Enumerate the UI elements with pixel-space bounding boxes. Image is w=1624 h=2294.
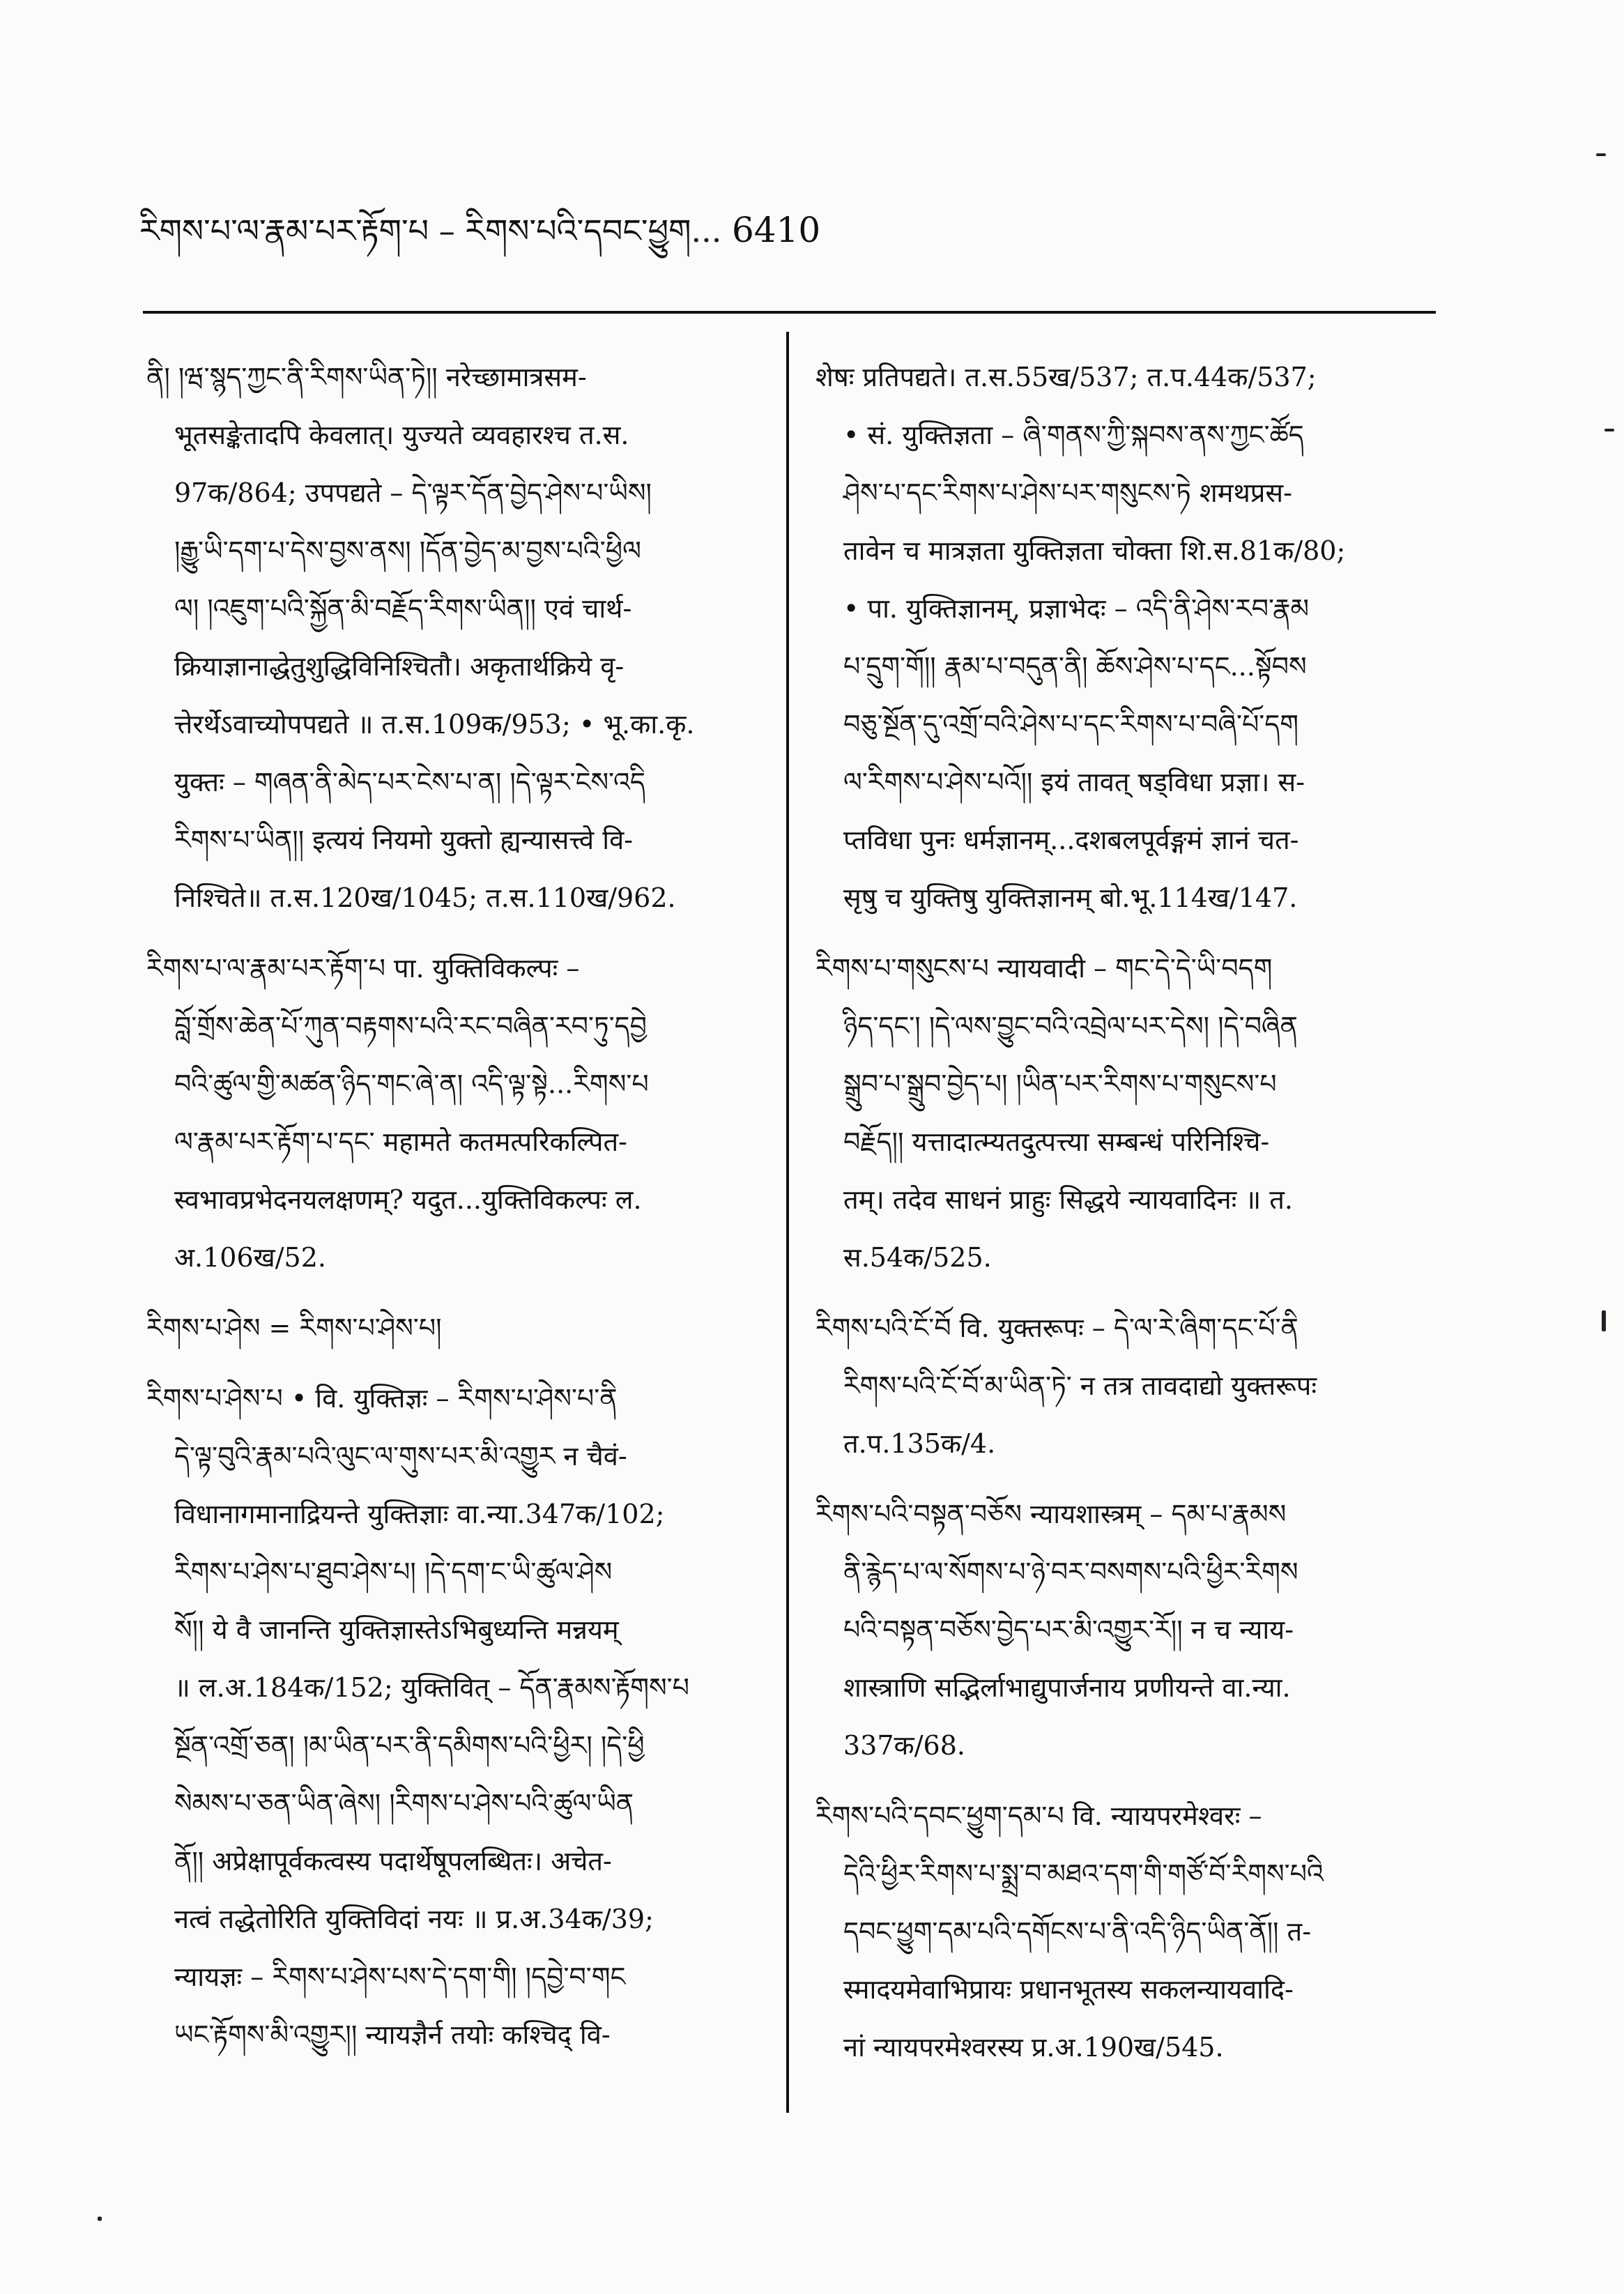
entry-headline: ནི། །ཝ་སྙད་ཀྱང་ནི་རིགས་ཡིན་ཏེ།། नरेच्छामात्रसम- (146, 362, 587, 392)
entry-line: शास्त्राणि सद्भिर्लाभाद्युपार्जनाय प्रणीयन्ते वा.न्या. (843, 1672, 1291, 1703)
entry-line: སྔོན་འགྲོ་ཅན། །མ་ཡིན་པར་ནི་དམིགས་པའི་ཕྱིར། །དེ་ཕྱི (174, 1730, 645, 1761)
entry-line: प्तविधा पुनः धर्मज्ञानम्...दशबलपूर्वङ्गमं ज्ञानं चत- (843, 825, 1299, 855)
entry-line: ལ་རྣམ་པར་རྟོག་པ་དང་ महामते कतमत्परिकल्पित- (174, 1126, 627, 1157)
entry-headline: शेषः प्रतिपद्यते। त.स.55ख/537; त.प.44क/537; (815, 362, 1317, 392)
dictionary-entry (815, 349, 1436, 927)
entry-line: • पा. युक्तिज्ञानम्, प्रज्ञाभेदः – འདི་ནི་ཤེས་རབ་རྣམ (843, 593, 1310, 624)
entry-line: དེའི་ཕྱིར་རིགས་པ་སྨྲ་བ་མཐའ་དག་གི་གཙོ་བོ་རིགས་པའི (843, 1858, 1324, 1889)
column-divider (786, 332, 789, 2113)
entry-line: नत्वं तद्धेतोरिति युक्तिविदां नयः ॥ प्र.अ.34क/39; (174, 1904, 654, 1934)
left-column (146, 349, 763, 2077)
entry-line: 97क/864; उपपद्यते – དེ་ལྟར་དོན་བྱེད་ཤེས་པ་ཡིས། (174, 477, 652, 508)
entry-line: །རྒྱུ་ཡི་དག་པ་དེས་བྱས་ནས། །དོན་བྱེད་མ་བྱས་པའི་ཕྱིལ (174, 535, 641, 566)
entry-line: ཉིད་དང་། །དེ་ལས་བྱུང་བའི་འབྲེལ་པར་དེས། །དེ་བཞིན (843, 1011, 1298, 1041)
running-header (139, 209, 1429, 252)
entry-line: སོ།། ये वै जानन्ति युक्तिज्ञास्तेऽभिबुध्यन्ति मन्नयम् (174, 1614, 619, 1645)
entry-line: त्तेरर्थेऽवाच्योपपद्यते ॥ त.स.109क/953; • भू.का.कृ. (174, 709, 695, 740)
entry-line: དབང་ཕྱུག་དམ་པའི་དགོངས་པ་ནི་འདི་ཉིད་ཡིན་ནོ།། त- (843, 1916, 1312, 1947)
entry-line: ནི་རྙེད་པ་ལ་སོགས་པ་ཉེ་བར་བསགས་པའི་ཕྱིར་རིགས (843, 1557, 1299, 1587)
entry-line: ནོ།། अप्रेक्षापूर्वकत्वस्य पदार्थेषूपलब्धितः। अचेत- (174, 1846, 612, 1876)
entry-line: त.प.135क/4. (843, 1428, 996, 1459)
scan-mark (1602, 1310, 1606, 1331)
scan-mark (1604, 429, 1614, 431)
entry-line: नां न्यायपरमेश्वरस्य प्र.अ.190ख/545. (843, 2032, 1224, 2063)
entry-line: པ་དྲུག་གོ།། རྣམ་པ་བདུན་ནི། ཆོས་ཤེས་པ་དང...སྟོབས (843, 651, 1307, 682)
dictionary-entry (146, 940, 763, 1287)
entry-line: བའི་ཚུལ་གྱི་མཚན་ཉིད་གང་ཞེ་ན། འདི་ལྟ་སྟེ...རིགས་པ (174, 1069, 649, 1099)
dictionary-entry (815, 1787, 1436, 2077)
right-column (815, 349, 1436, 2089)
entry-line: विधानागमानाद्रियन्ते युक्तिज्ञाः वा.न्या.347क/102; (174, 1499, 665, 1529)
header-rule (143, 311, 1436, 314)
dictionary-entry (146, 1299, 763, 1357)
entry-line: क्रियाज्ञानाद्धेतुशुद्धिविनिश्चितौ। अकृतार्थक्रिये वृ- (174, 651, 625, 682)
entry-line: རིགས་པ་ཤེས་པ་ཐུབ་ཤེས་པ། །དེ་དག་ང་ཡི་ཚུལ་ཤེས (174, 1557, 613, 1587)
scan-mark (98, 2217, 102, 2221)
dictionary-entry (146, 349, 763, 927)
entry-line: युक्तः – གཞན་ནི་མེད་པར་ངེས་པ་ན། །དེ་ལྟར་ངེས་འདི (174, 767, 645, 797)
entry-line: སྒྲུབ་པ་སྒྲུབ་བྱེད་པ། །ཡིན་པར་རིགས་པ་གསུངས་པ (843, 1069, 1277, 1099)
dictionary-entry (146, 1370, 763, 2064)
entry-line: स.54क/525. (843, 1242, 992, 1273)
entry-headline: རིགས་པ་ཤེས་པ • वि. युक्तिज्ञः – རིགས་པ་ཤེས་པ་ནི (146, 1383, 618, 1414)
entry-line: स्वभावप्रभेदनयलक्षणम्? यदुत...युक्तिविकल्पः ल. (174, 1184, 642, 1215)
entry-line: ཡང་རྟོགས་མི་འགྱུར།། न्यायज्ञैर्न तयोः कश्चिद् वि- (174, 2019, 611, 2050)
entry-headline: རིགས་པའི་ངོ་བོ वि. युक्तरूपः – དེ་ལ་རེ་ཞིག་དང་པོ་ནི (815, 1313, 1299, 1343)
entry-line: स्मादयमेवाभिप्रायः प्रधानभूतस्य सकलन्यायवादि- (843, 1974, 1294, 2005)
entry-line: ཤེས་པ་དང་རིགས་པ་ཤེས་པར་གསུངས་ཏེ शमथप्रस- (843, 477, 1292, 508)
entry-headline: རིགས་པ་གསུངས་པ न्यायवादी – གང་དེ་དེ་ཡི་བདག (815, 953, 1273, 984)
page-number: 6410 (731, 210, 821, 250)
entry-headline: རིགས་པའི་དབང་ཕྱུག་དམ་པ वि. न्यायपरमेश्वरः – (815, 1800, 1262, 1831)
entry-line: ལ་རིགས་པ་ཤེས་པའོ།། इयं तावत् षड्विधा प्रज्ञा। स- (843, 767, 1305, 797)
entry-line: तावेन च मात्रज्ञता युक्तिज्ञता चोक्ता शि.स.81क/80; (843, 535, 1346, 566)
scan-mark (1596, 153, 1606, 156)
entry-headline: རིགས་པའི་བསྟན་བཅོས न्यायशास्त्रम् – དམ་པ་རྣམས (815, 1499, 1287, 1529)
dictionary-entry (815, 1299, 1436, 1473)
entry-line: तम्। तदेव साधनं प्राहुः सिद्धये न्यायवादिनः ॥ त. (843, 1184, 1293, 1215)
entry-line: བཅུ་སྔོན་དུ་འགྲོ་བའི་ཤེས་པ་དང་རིགས་པ་བཞི་པོ་དག (843, 709, 1299, 740)
entry-line: སེམས་པ་ཅན་ཡིན་ཞེས། །རིགས་པ་ཤེས་པའི་ཚུལ་ཡིན (174, 1788, 634, 1819)
dictionary-entry (815, 940, 1436, 1287)
entry-line: རིགས་པའི་ངོ་བོ་མ་ཡིན་ཏེ་ न तत्र तावदाद्यो युक्तरूपः (843, 1370, 1317, 1401)
header-title: རིགས་པ་ལ་རྣམ་པར་རྟོག་པ – རིགས་པའི་དབང་ཕྱུག... (139, 212, 722, 250)
entry-line: अ.106ख/52. (174, 1242, 326, 1273)
entry-line: པའི་བསྟན་བཅོས་བྱེད་པར་མི་འགྱུར་རོ།། न च न्याय- (843, 1614, 1294, 1645)
entry-line: དེ་ལྟ་བུའི་རྣམ་པའི་ལུང་ལ་གུས་པར་མི་འགྱུར न चैवं- (174, 1441, 627, 1471)
entry-line: ॥ ल.अ.184क/152; युक्तिवित् – དོན་རྣམས་རྟོགས་པ (174, 1672, 689, 1703)
entry-line: सृषु च युक्तिषु युक्तिज्ञानम् बो.भू.114ख/147. (843, 882, 1298, 913)
entry-line: ལ། །འཇུག་པའི་སྐྱོན་མི་བརྗོད་རིགས་ཡིན།། एवं चार्थ- (174, 593, 632, 624)
entry-headline: རིགས་པ་ཤེས = རིགས་པ་ཤེས་པ། (146, 1313, 442, 1343)
entry-headline: རིགས་པ་ལ་རྣམ་པར་རྟོག་པ पा. युक्तिविकल्पः – (146, 953, 580, 984)
dictionary-entry (815, 1485, 1436, 1775)
entry-line: भूतसङ्केतादपि केवलात्। युज्यते व्यवहारश्च त.स. (174, 420, 629, 450)
entry-line: 337क/68. (843, 1730, 965, 1761)
entry-line: བརྗོད།། यत्तादात्म्यतदुत्पत्त्या सम्बन्धं परिनिश्चि- (843, 1126, 1270, 1157)
entry-line: निश्चिते॥ त.स.120ख/1045; त.स.110ख/962. (174, 882, 676, 913)
entry-line: • सं. युक्तिज्ञता – ཞི་གནས་ཀྱི་སྐབས་ནས་ཀྱང་ཚོད (843, 420, 1304, 450)
entry-line: བློ་གྲོས་ཆེན་པོ་ཀུན་བརྟགས་པའི་རང་བཞིན་རབ་ཏུ་དབྱེ (174, 1011, 647, 1041)
entry-line: न्यायज्ञः – རིགས་པ་ཤེས་པས་དེ་དག་གི། །དབྱེ་བ་གང (174, 1962, 626, 1992)
entry-line: རིགས་པ་ཡིན།། इत्ययं नियमो युक्तो ह्यन्यासत्त्वे वि- (174, 825, 634, 855)
